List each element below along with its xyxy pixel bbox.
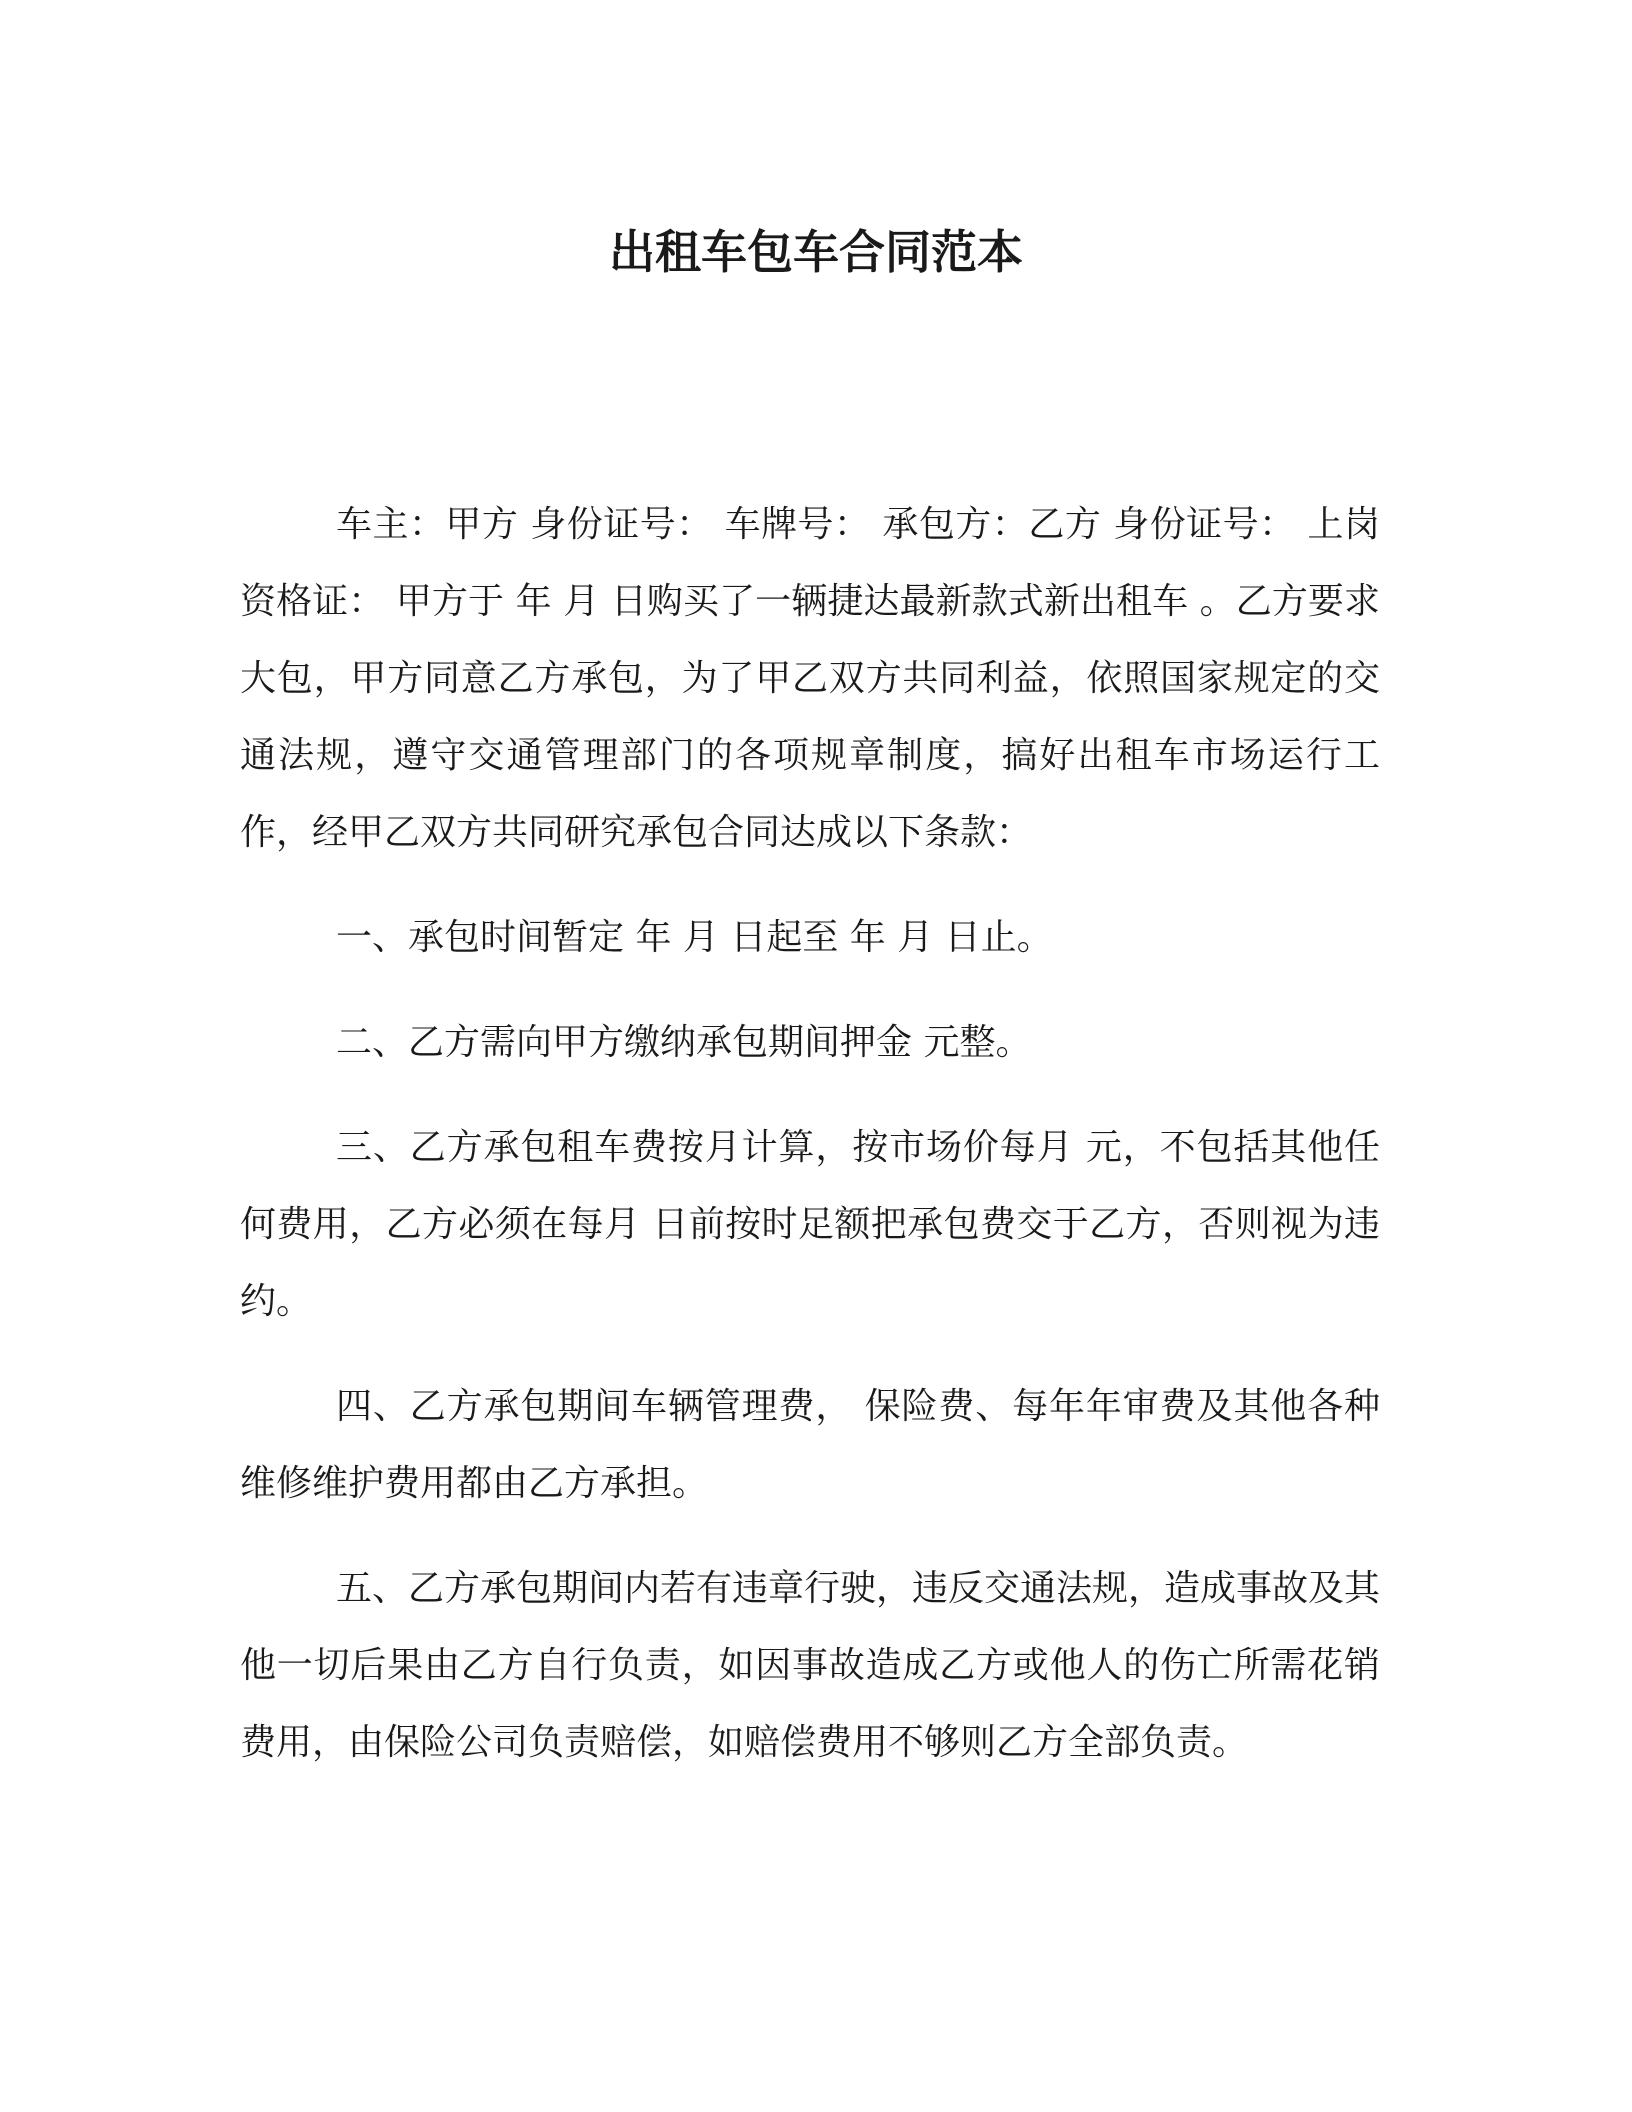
clause-2: 二、乙方需向甲方缴纳承包期间押金 元整。 <box>336 1022 1032 1063</box>
document-title: 出租车包车合同范本 <box>609 225 1023 279</box>
clause-5: 五、乙方承包期间内若有违章行驶，违反交通法规，造成事故及其他一切后果由乙方自行负责，如因事故造成乙方或他人的伤亡所需花销费用，由保险公司负责赔偿，如赔偿费用不够则乙方全部负责。 <box>240 1568 1381 1763</box>
clause-1: 一、承包时间暂定 年 月 日起至 年 月 日止。 <box>336 917 1053 958</box>
clause-4: 四、乙方承包期间车辆管理费， 保险费、每年年审费及其他各种维修维护费用都由乙方承担。 <box>240 1386 1380 1504</box>
paragraph-preamble: 车主：甲方 身份证号： 车牌号： 承包方：乙方 身份证号： 上岗资格证： 甲方于 年 月 日购买了一辆捷达最新款式新出租车 。乙方要求大包，甲方同意乙方承包，为了甲乙双方共同利益，依照国家规定的交通法规，遵守交通管理部门的各项规章制度，搞好出租车市场运行工作，经甲乙双方共同研究承包合同达成以下条款： <box>240 504 1380 853</box>
document-body <box>240 486 1380 1809</box>
clause-3: 三、乙方承包租车费按月计算，按市场价每月 元，不包括其他任何费用，乙方必须在每月 日前按时足额把承包费交于乙方，否则视为违约。 <box>240 1127 1380 1322</box>
